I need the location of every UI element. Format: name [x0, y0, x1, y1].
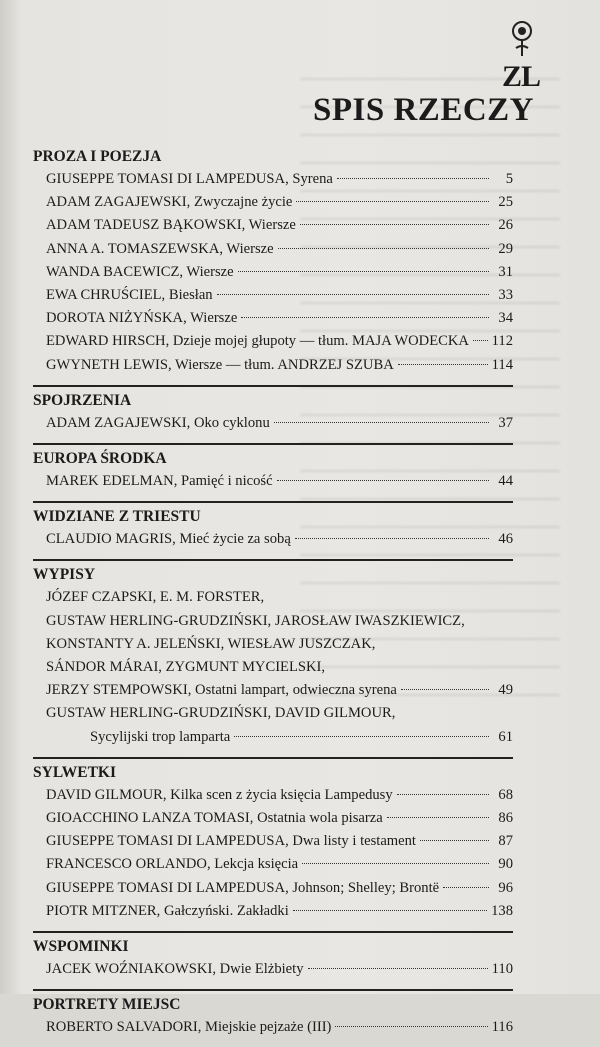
dot-leader [296, 201, 489, 202]
dot-leader [278, 248, 489, 249]
entry-title: DAVID GILMOUR, Kilka scen z życia księcia Lampedusy [46, 786, 393, 803]
toc-entry[interactable] [33, 528, 513, 551]
page-number: 110 [491, 961, 513, 978]
entry-title: ADAM ZAGAJEWSKI, Oko cyklonu [46, 414, 270, 431]
toc-entry[interactable] [33, 238, 513, 261]
section-wypisy [33, 559, 513, 748]
toc-entry[interactable] [33, 168, 513, 191]
section-heading: WSPOMINKI [33, 931, 513, 958]
toc-entry[interactable] [33, 261, 513, 284]
dot-leader [295, 538, 489, 539]
page-number: 46 [498, 531, 513, 548]
dot-leader [443, 887, 489, 888]
dot-leader [473, 340, 488, 341]
toc-entry[interactable] [33, 784, 513, 807]
toc-entry[interactable] [33, 284, 513, 307]
table-of-contents [33, 143, 513, 1047]
toc-entry[interactable] [33, 726, 513, 749]
entry-title: JERZY STEMPOWSKI, Ostatni lampart, odwieczna syrena [46, 682, 397, 699]
page-number: 112 [491, 333, 513, 350]
author-line: JÓZEF CZAPSKI, E. M. FORSTER, [46, 589, 265, 606]
dot-leader [241, 317, 489, 318]
section-sylwetki [33, 757, 513, 923]
section-heading: PORTRETY MIEJSC [33, 989, 513, 1016]
entry-title: MAREK EDELMAN, Pamięć i nicość [46, 473, 273, 490]
section-widziane-z-triestu [33, 501, 513, 551]
page-number: 61 [498, 728, 513, 745]
page-number: 37 [498, 414, 513, 431]
entry-title: GIUSEPPE TOMASI DI LAMPEDUSA, Syrena [46, 171, 333, 187]
entry-title: ROBERTO SALVADORI, Miejskie pejzaże (III) [46, 1019, 332, 1036]
toc-entry[interactable] [33, 330, 513, 353]
author-line: GUSTAW HERLING-GRUDZIŃSKI, JAROSŁAW IWASZKIEWICZ, [46, 612, 465, 629]
section-heading: WYPISY [33, 559, 513, 586]
dot-leader [238, 271, 489, 272]
section-heading: SPOJRZENIA [33, 385, 513, 412]
publisher-logo [494, 20, 548, 100]
entry-title: GIUSEPPE TOMASI DI LAMPEDUSA, Johnson; Shelley; Brontë [46, 879, 440, 896]
dot-leader [397, 794, 489, 795]
dot-leader [274, 422, 489, 423]
entry-title: Sycylijski trop lamparta [90, 728, 231, 745]
page-number: 31 [498, 263, 513, 280]
page-title: SPIS RZECZY [313, 92, 534, 128]
entry-title: JACEK WOŹNIAKOWSKI, Dwie Elżbiety [46, 961, 304, 978]
page-number: 138 [491, 902, 513, 919]
entry-title: WANDA BACEWICZ, Wiersze [46, 263, 234, 280]
page-number: 90 [498, 856, 513, 873]
author-line: SÁNDOR MÁRAI, ZYGMUNT MYCIELSKI, [46, 659, 326, 676]
toc-entry[interactable] [33, 877, 513, 900]
section-heading: SYLWETKI [33, 757, 513, 784]
dot-leader [217, 294, 489, 295]
dot-leader [234, 736, 489, 737]
toc-entry[interactable] [33, 354, 513, 377]
page-number: 44 [498, 473, 513, 490]
page-number: 86 [498, 810, 513, 827]
page-number: 96 [498, 879, 513, 896]
page-number: 114 [491, 356, 513, 373]
page-number: 29 [498, 240, 513, 257]
entry-title: DOROTA NIŻYŃSKA, Wiersze [46, 310, 238, 327]
toc-entry[interactable] [33, 807, 513, 830]
toc-entry[interactable] [33, 958, 513, 981]
section-europa-srodka [33, 443, 513, 493]
section-heading: EUROPA ŚRODKA [33, 443, 513, 470]
dot-leader [337, 178, 489, 179]
logo-text: ZL [501, 60, 541, 93]
section-portrety-miejsc [33, 989, 513, 1039]
dot-leader [293, 910, 487, 911]
section-wspominki [33, 931, 513, 981]
entry-title: EWA CHRUŚCIEL, Biesłan [46, 287, 213, 304]
toc-entry[interactable] [33, 1016, 513, 1039]
page-number: 68 [498, 786, 513, 803]
toc-entry[interactable] [33, 307, 513, 330]
author-line: GUSTAW HERLING-GRUDZIŃSKI, DAVID GILMOUR, [46, 705, 396, 722]
page-number: 5 [505, 171, 513, 187]
page-number: 49 [498, 682, 513, 699]
section-proza-i-poezja [33, 143, 513, 377]
dot-leader [300, 224, 489, 225]
toc-entry[interactable] [33, 214, 513, 237]
entry-title: PIOTR MITZNER, Gałczyński. Zakładki [46, 902, 289, 919]
entry-title: CLAUDIO MAGRIS, Mieć życie za sobą [46, 531, 291, 548]
dot-leader [277, 480, 489, 481]
section-spojrzenia [33, 385, 513, 435]
section-heading: PROZA I POEZJA [33, 148, 162, 165]
section-heading: WIDZIANE Z TRIESTU [33, 501, 513, 528]
toc-entry[interactable] [33, 470, 513, 493]
flower-emblem-icon [506, 20, 538, 58]
entry-title: ADAM ZAGAJEWSKI, Zwyczajne życie [46, 194, 293, 211]
author-line: KONSTANTY A. JELEŃSKI, WIESŁAW JUSZCZAK, [46, 635, 376, 652]
entry-title: EDWARD HIRSCH, Dzieje mojej głupoty — tłum. MAJA WODECKA [46, 333, 469, 350]
toc-entry[interactable] [33, 412, 513, 435]
dot-leader [387, 817, 489, 818]
dot-leader [302, 863, 489, 864]
page-number: 87 [498, 833, 513, 850]
entry-title: GIUSEPPE TOMASI DI LAMPEDUSA, Dwa listy i testament [46, 833, 416, 850]
dot-leader [308, 968, 488, 969]
page-number: 25 [498, 194, 513, 211]
page-number: 33 [498, 287, 513, 304]
dot-leader [335, 1026, 487, 1027]
dot-leader [420, 840, 489, 841]
entry-title: GIOACCHINO LANZA TOMASI, Ostatnia wola pisarza [46, 810, 383, 827]
toc-entry[interactable] [33, 191, 513, 214]
page-number: 26 [498, 217, 513, 234]
toc-entry[interactable] [33, 853, 513, 876]
entry-title: GWYNETH LEWIS, Wiersze — tłum. ANDRZEJ SZUBA [46, 356, 394, 373]
page-number: 34 [498, 310, 513, 327]
page-number: 116 [491, 1019, 513, 1036]
dot-leader [401, 689, 489, 690]
toc-entry[interactable] [33, 679, 513, 702]
toc-entry[interactable] [33, 900, 513, 923]
entry-title: ADAM TADEUSZ BĄKOWSKI, Wiersze [46, 217, 296, 234]
dot-leader [398, 364, 488, 365]
entry-title: ANNA A. TOMASZEWSKA, Wiersze [46, 240, 274, 257]
toc-entry[interactable] [33, 830, 513, 853]
entry-title: FRANCESCO ORLANDO, Lekcja księcia [46, 856, 299, 873]
